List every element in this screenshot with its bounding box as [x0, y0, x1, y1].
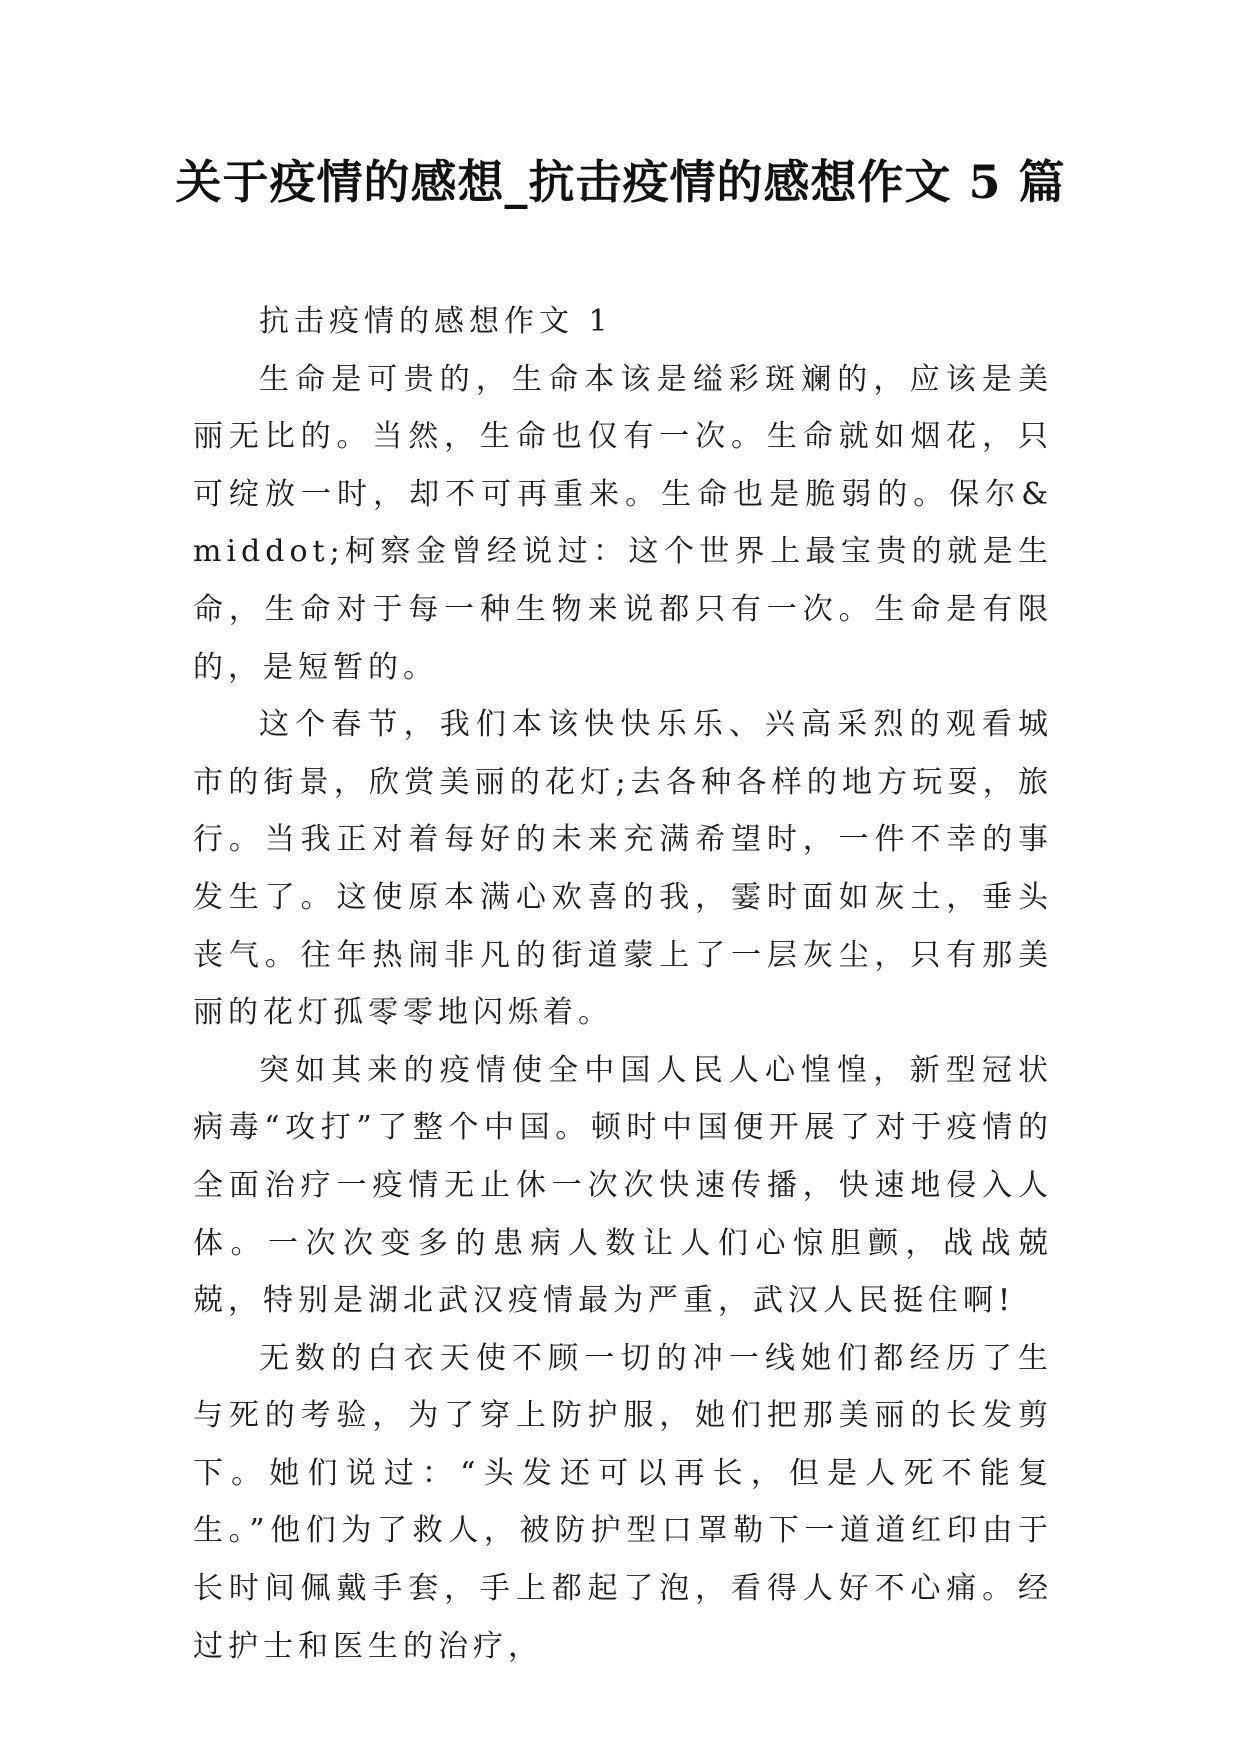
paragraph: 突如其来的疫情使全中国人民人心惶惶，新型冠状病毒“攻打”了整个中国。顿时中国便开展了对于疫情的全面治疗一疫情无止休一次次快速传播，快速地侵入人体。一次次变多的患病人数让人们心惊胆颤，战战兢兢，特别是湖北武汉疫情最为严重，武汉人民挺住啊!	[193, 1052, 1053, 1319]
section-heading: 抗击疫情的感想作文 1	[259, 304, 613, 339]
document-body	[193, 293, 1053, 1675]
paragraph: 生命是可贵的，生命本该是缢彩斑斓的，应该是美丽无比的。当然，生命也仅有一次。生命就如烟花，只可绽放一时，却不可再重来。生命也是脆弱的。保尔&middot;柯察金曾经说过：这个世界上最宝贵的就是生命，生命对于每一种生物来说都只有一次。生命是有限的，是短暂的。	[193, 361, 1053, 685]
document-title: 关于疫情的感想_抗击疫情的感想作文 5 篇	[175, 155, 1066, 209]
paragraph: 这个春节，我们本该快快乐乐、兴高采烈的观看城市的街景，欣赏美丽的花灯;去各种各样的地方玩耍，旅行。当我正对着每好的未来充满希望时，一件不幸的事发生了。这使原本满心欢喜的我，霎时面如灰土，垂头丧气。往年热闹非凡的街道蒙上了一层灰尘，只有那美丽的花灯孤零零地闪烁着。	[193, 707, 1053, 1031]
paragraph: 无数的白衣天使不顾一切的冲一线她们都经历了生与死的考验，为了穿上防护服，她们把那美丽的长发剪下。她们说过：“头发还可以再长，但是人死不能复生。”他们为了救人，被防护型口罩勒下一道道红印由于长时间佩戴手套，手上都起了泡，看得人好不心痛。经过护士和医生的治疗，	[193, 1340, 1053, 1664]
